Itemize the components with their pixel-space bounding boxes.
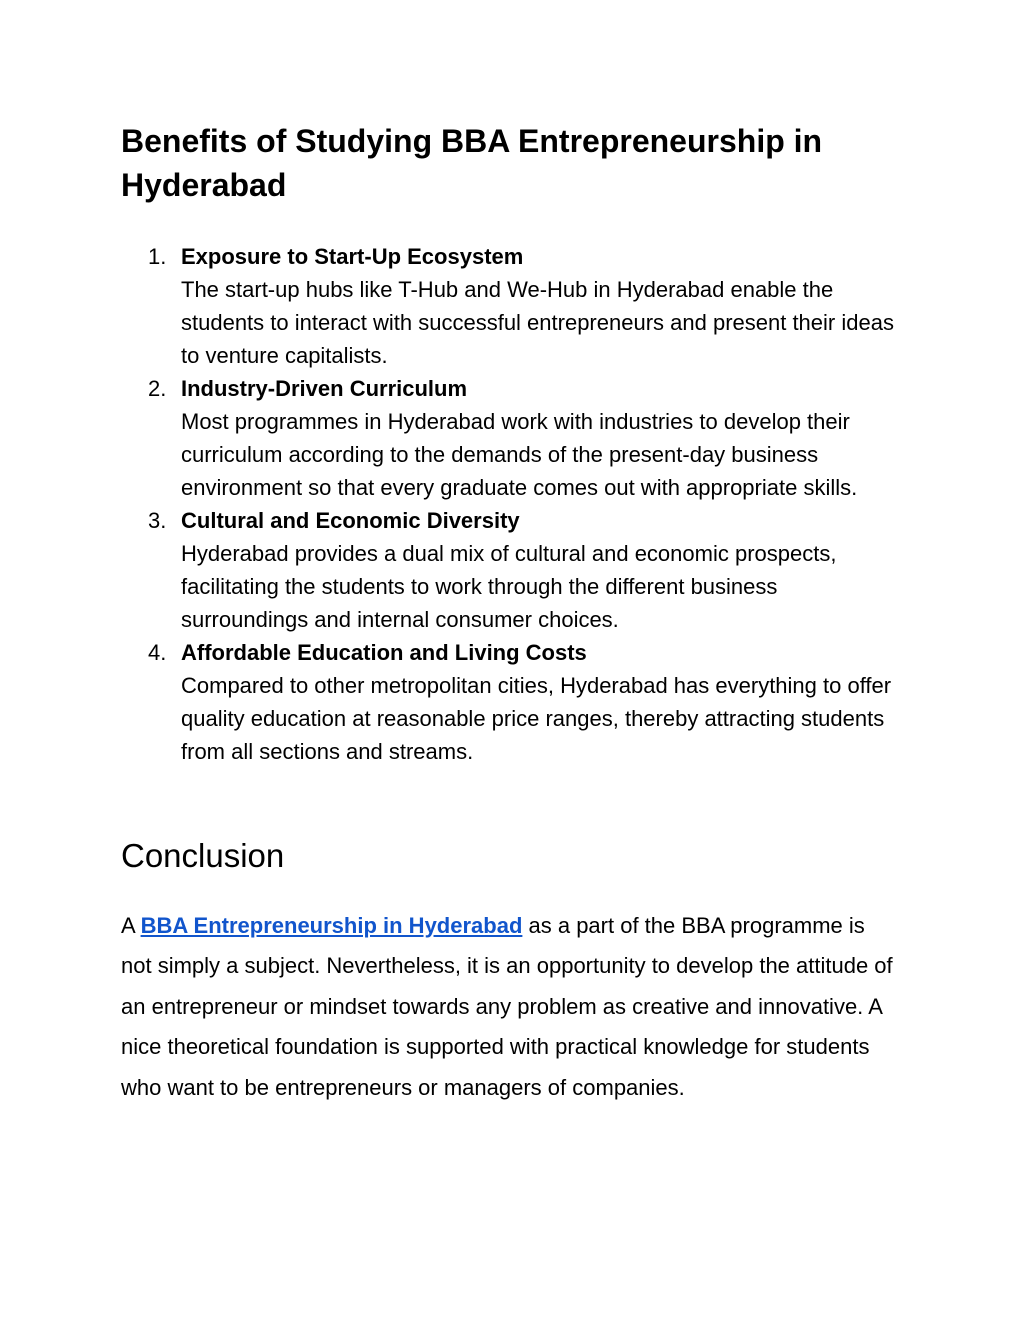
conclusion-heading: Conclusion bbox=[121, 837, 285, 874]
benefit-title: Exposure to Start-Up Ecosystem bbox=[181, 244, 524, 269]
conclusion-text: as a part of the BBA programme is not simply a subject. Nevertheless, it is an opportunity to develop the attitude of an entrepreneur or mindset towards any problem as creative and innovative. A nice theoretical foundation is supported with practical knowledge for students who want to be entrepreneurs or managers of companies. bbox=[121, 913, 893, 1100]
list-number: 1. bbox=[148, 244, 167, 269]
benefit-body: Hyderabad provides a dual mix of cultural and economic prospects, facilitating the students to work through the different business surroundings and internal consumer choices. bbox=[181, 541, 837, 632]
list-item bbox=[121, 504, 901, 636]
conclusion-prefix: A bbox=[121, 913, 141, 938]
conclusion-paragraph bbox=[121, 906, 896, 1108]
benefit-title: Industry-Driven Curriculum bbox=[181, 376, 468, 401]
page-title: Benefits of Studying BBA Entrepreneurship in Hyderabad bbox=[121, 123, 823, 203]
benefit-body: Compared to other metropolitan cities, Hyderabad has everything to offer quality education at reasonable price ranges, thereby attracting students from all sections and streams. bbox=[181, 673, 892, 764]
list-number: 3. bbox=[148, 508, 167, 533]
list-number: 2. bbox=[148, 376, 167, 401]
benefits-list bbox=[121, 240, 901, 768]
list-item bbox=[121, 636, 901, 768]
bba-entrepreneurship-link[interactable]: BBA Entrepreneurship in Hyderabad bbox=[140, 913, 523, 938]
list-item bbox=[121, 372, 901, 504]
benefit-title: Cultural and Economic Diversity bbox=[181, 508, 520, 533]
list-item bbox=[121, 240, 901, 372]
benefit-body: The start-up hubs like T-Hub and We-Hub in Hyderabad enable the students to interact with successful entrepreneurs and present their ideas to venture capitalists. bbox=[181, 277, 894, 368]
benefit-body: Most programmes in Hyderabad work with industries to develop their curriculum according to the demands of the present-day business environment so that every graduate comes out with appropriate skills. bbox=[181, 409, 858, 500]
list-number: 4. bbox=[148, 640, 167, 665]
benefit-title: Affordable Education and Living Costs bbox=[181, 640, 587, 665]
